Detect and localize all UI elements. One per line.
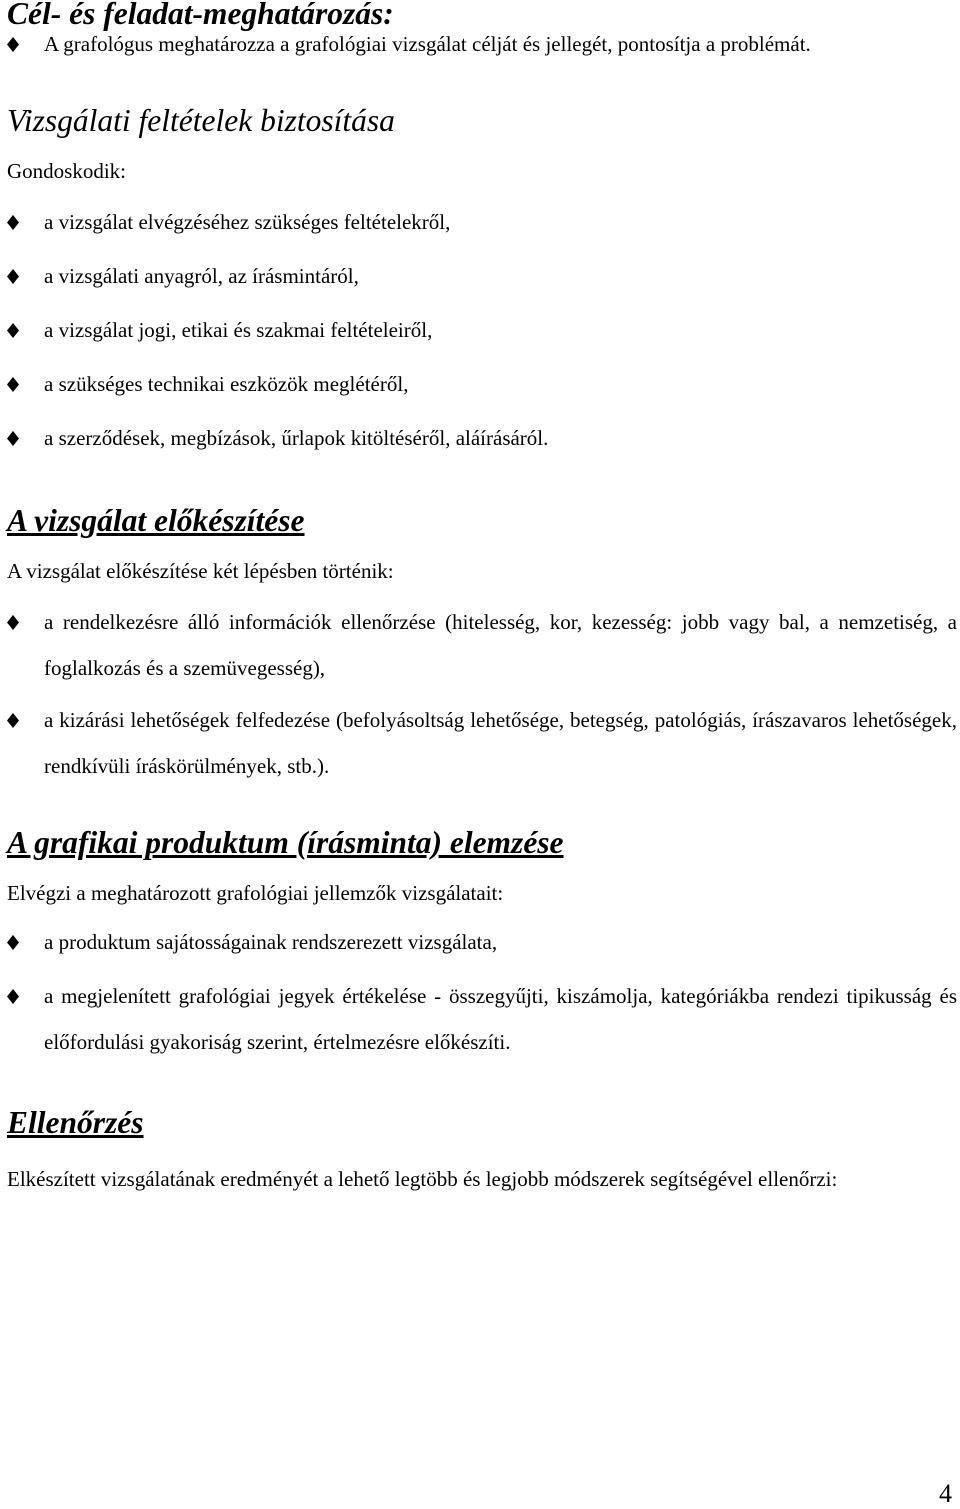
- diamond-bullet-icon: [7, 37, 19, 52]
- list-item-text: a vizsgálat elvégzéséhez szükséges feltételekről,: [44, 210, 451, 234]
- list-item-text: a kizárási lehetőségek felfedezése (befolyásoltság lehetősége, betegség, patológiás, írászavaros lehetőségek, rendkívüli íráskörülmények, stb.).: [44, 708, 957, 778]
- list-item-text: a vizsgálati anyagról, az írásmintáról,: [44, 264, 359, 288]
- diamond-bullet-icon: [7, 377, 19, 392]
- document-page: [7, 0, 957, 1202]
- list-item: [7, 599, 957, 691]
- diamond-bullet-icon: [7, 713, 19, 728]
- heading-analysis: A grafikai produktum (írásminta) elemzése: [7, 825, 564, 860]
- heading-conditions: Vizsgálati feltételek biztosítása: [7, 103, 395, 138]
- list-item-text: a rendelkezésre álló információk ellenőrzése (hitelesség, kor, kezesség: jobb vagy bal, a nemzetiség, a foglalkozás és a szemüvegesség),: [44, 610, 957, 680]
- list-item: [7, 195, 957, 249]
- intro-preparation: A vizsgálat előkészítése két lépésben történik:: [7, 559, 394, 583]
- diamond-bullet-icon: [7, 935, 19, 950]
- diamond-bullet-icon: [7, 615, 19, 630]
- diamond-bullet-icon: [7, 989, 19, 1004]
- list-item-text: a produktum sajátosságainak rendszerezett vizsgálata,: [44, 930, 498, 954]
- list-item-text: A grafológus meghatározza a grafológiai vizsgálat célját és jellegét, pontosítja a problémát.: [44, 32, 811, 56]
- diamond-bullet-icon: [7, 215, 19, 230]
- intro-analysis: Elvégzi a meghatározott grafológiai jellemzők vizsgálatait:: [7, 881, 504, 905]
- list-item-text: a vizsgálat jogi, etikai és szakmai feltételeiről,: [44, 318, 433, 342]
- heading-preparation: A vizsgálat előkészítése: [7, 503, 305, 538]
- diamond-bullet-icon: [7, 431, 19, 446]
- list-item: [7, 919, 957, 965]
- page-number: 4: [939, 1479, 952, 1508]
- list-item: [7, 21, 957, 67]
- heading-goal: Cél- és feladat-meghatározás:: [7, 0, 394, 31]
- list-item: [7, 249, 957, 303]
- list-item-text: a szükséges technikai eszközök meglétéről,: [44, 372, 409, 396]
- list-item: [7, 697, 957, 789]
- diamond-bullet-icon: [7, 323, 19, 338]
- heading-control: Ellenőrzés: [7, 1105, 144, 1140]
- list-item: [7, 303, 957, 357]
- list-item-text: a megjelenített grafológiai jegyek értékelése - összegyűjti, kiszámolja, kategóriákba rendezi tipikusság és előfordulási gyakoriság szerint, értelmezésre előkészíti.: [44, 984, 957, 1054]
- list-item: [7, 411, 957, 465]
- intro-conditions: Gondoskodik:: [7, 159, 127, 183]
- list-item-text: a szerződések, megbízások, űrlapok kitöltéséről, aláírásáról.: [44, 426, 549, 450]
- diamond-bullet-icon: [7, 269, 19, 284]
- intro-control: Elkészített vizsgálatának eredményét a lehető legtöbb és legjobb módszerek segítségével ellenőrzi:: [7, 1167, 838, 1191]
- list-item: [7, 357, 957, 411]
- list-item: [7, 973, 957, 1065]
